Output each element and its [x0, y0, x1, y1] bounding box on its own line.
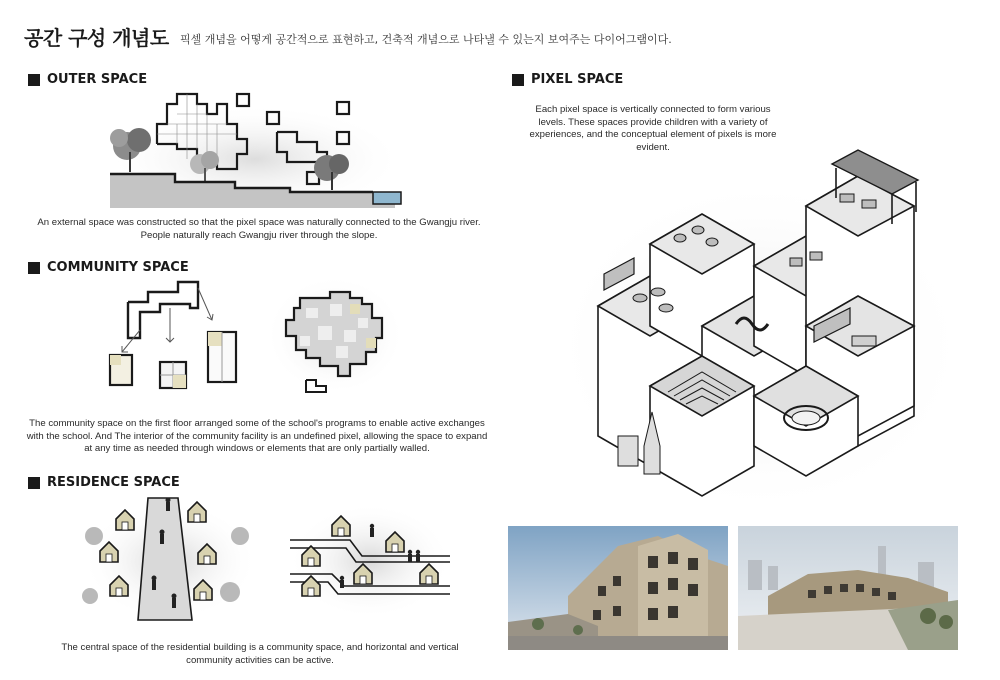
pixel-space-title: PIXEL SPACE: [531, 72, 624, 87]
community-outline-shape: [128, 282, 198, 338]
pixel-space-heading: [512, 72, 623, 87]
render-photo-right: [738, 526, 958, 650]
community-space-caption: The community space on the first floor arranged some of the school's programs to enable active exchanges with the school. And The interior of the community facility is an undefined pixel, allowing the space to expand at any time as needed through windows or elements that are only partially walled.: [26, 418, 488, 454]
outer-space-diagram: [105, 84, 415, 214]
community-space-diagram: [100, 280, 400, 408]
residence-space-heading: [28, 475, 180, 490]
heading-square-icon: [28, 262, 40, 274]
expansion-arrows: [122, 288, 213, 352]
river-water: [373, 192, 401, 204]
residence-space-diagram: [80, 496, 460, 626]
heading-square-icon: [28, 477, 40, 489]
page-subtitle: 픽셀 개념을 어떻게 공간적으로 표현하고, 건축적 개념으로 나타낼 수 있는지 보여주는 다이어그램이다.: [180, 33, 672, 46]
page-title: 공간 구성 개념도: [24, 26, 169, 50]
heading-square-icon: [28, 74, 40, 86]
residence-space-caption: The central space of the residential building is a community space, and horizontal and vertical community activities can be active.: [61, 642, 459, 666]
render-photo-left: [508, 526, 728, 650]
pixel-space-caption: Each pixel space is vertically connected to form various levels. These spaces provide children with a variety of experiences, and the conceptual element of pixels is more evident.: [529, 104, 777, 153]
pixel-space-isometric-diagram: [540, 146, 970, 518]
community-pixel-pieces: [110, 332, 236, 388]
outer-space-caption: An external space was constructed so that the pixel space was naturally connected to the Gwangju river. People naturally reach Gwangju river through the slope.: [37, 217, 481, 241]
community-space-heading: [28, 260, 189, 275]
heading-square-icon: [512, 74, 524, 86]
residence-space-title: RESIDENCE SPACE: [47, 475, 180, 490]
outer-space-title: OUTER SPACE: [47, 72, 148, 87]
community-space-title: COMMUNITY SPACE: [47, 260, 189, 275]
